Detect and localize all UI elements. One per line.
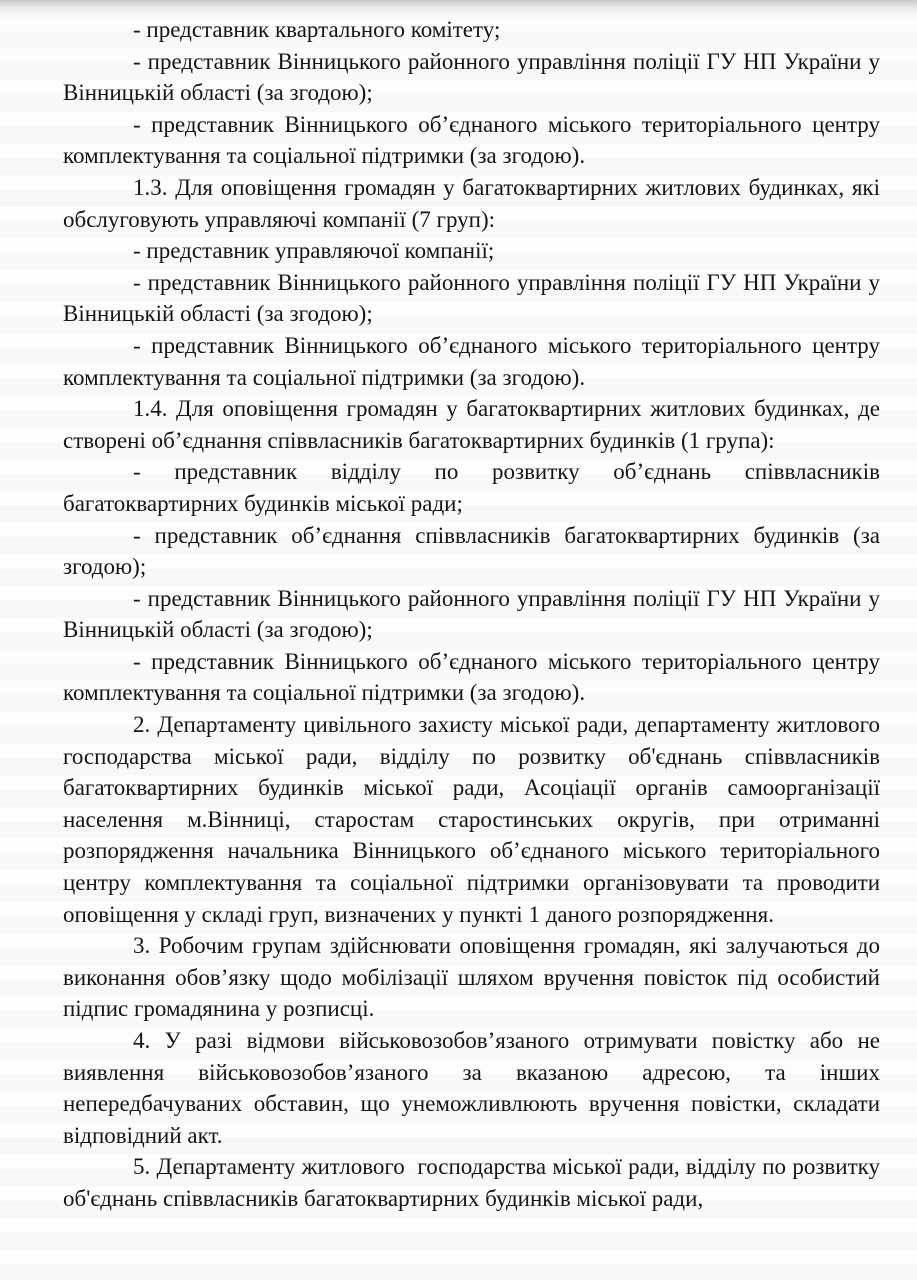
paragraph-2: - представник Вінницького районного управління поліції ГУ НП України у Вінницькій області (за згодою);: [63, 48, 880, 106]
paragraph-1: - представник квартального комітету;: [133, 17, 501, 42]
paragraph-3: - представник Вінницького об’єднаного міського територіального центру комплектування та соціальної підтримки (за згодою).: [63, 111, 880, 169]
paragraph-12: - представник Вінницького об’єднаного міського територіального центру комплектування та соціальної підтримки (за згодою).: [63, 648, 880, 706]
paragraph-9: - представник відділу по розвитку об’єднань співвласників багатоквартирних будинків міської ради;: [63, 459, 880, 516]
paragraph-8: 1.4. Для оповіщення громадян у багатоквартирних житлових будинках, де створені об’єднання співвласників багатоквартирних будинків (1 група):: [63, 396, 880, 453]
paragraph-13: 2. Департаменту цивільного захисту міської ради, департаменту житлового господарства міської ради, відділу по розвитку об'єднань співвласників багатоквартирних будинків міської ради, Асоціації органів самоорганізації населення м.Вінниці, старостам старостинських округів, при отриманні розпорядження начальника Вінницького об’єднаного міського територіального центру комплектування та соціальної підтримки організовувати та проводити оповіщення у складі груп, визначених у пункті 1 даного розпорядження.: [63, 712, 880, 927]
paragraph-11: - представник Вінницького районного управління поліції ГУ НП України у Вінницькій області (за згодою);: [63, 585, 880, 643]
paragraph-14: 3. Робочим групам здійснювати оповіщення громадян, які залучаються до виконання обов’язку щодо мобілізації шляхом вручення повісток під особистий підпис громадянина у розписці.: [63, 933, 880, 1022]
paragraph-16: 5. Департаменту житлового господарства міської ради, відділу по розвитку об'єднань співвласників багатоквартирних будинків міської ради,: [63, 1154, 880, 1211]
document-body: [63, 14, 880, 1215]
paragraph-4: 1.3. Для оповіщення громадян у багатоквартирних житлових будинках, які обслуговують управляючі компанії (7 груп):: [63, 174, 880, 232]
paragraph-6: - представник Вінницького районного управління поліції ГУ НП України у Вінницькій області (за згодою);: [63, 269, 880, 327]
scan-edge-shadow: [0, 0, 917, 14]
paragraph-15: 4. У разі відмови військовозобов’язаного отримувати повістку або не виявлення військовозобов’язаного за вказаною адресою, та інших непередбачуваних обставин, що унеможливлюють вручення повістки, складати відповідний акт.: [63, 1028, 880, 1148]
paragraph-10: - представник об’єднання співвласників багатоквартирних будинків (за згодою);: [63, 522, 880, 580]
paragraph-7: - представник Вінницького об’єднаного міського територіального центру комплектування та соціальної підтримки (за згодою).: [63, 332, 880, 390]
paragraph-5: - представник управляючої компанії;: [133, 238, 495, 264]
